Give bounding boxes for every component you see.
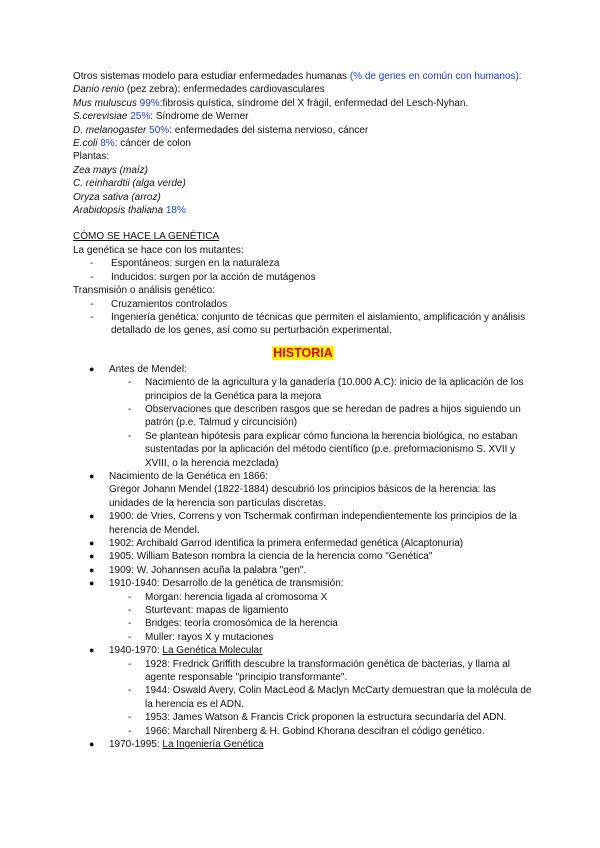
- dash-marker: -: [128, 618, 132, 630]
- historia-item-text: [109, 577, 533, 590]
- models-intro: Otros sistemas modelo para estudiar enfermedades humanas (% de genes en común con humanos):: [73, 71, 522, 82]
- dash-marker: -: [128, 430, 132, 442]
- historia-item: [73, 644, 533, 738]
- dash-marker: -: [128, 605, 132, 617]
- disease-text: : cáncer de colon: [114, 138, 191, 150]
- shared-genes-percent: 99%: [136, 97, 160, 109]
- dash-marker: -: [90, 271, 94, 283]
- como-line2: Transmisión o análisis genético:: [73, 285, 215, 297]
- historia-subitem: [109, 711, 533, 724]
- model-organism-item: [73, 124, 533, 137]
- historia-item-text: [109, 470, 533, 483]
- analysis-item: [73, 298, 533, 311]
- historia-item: [73, 537, 533, 550]
- mutant-type-item: [73, 271, 533, 284]
- item-text: 1902: Archibald Garrod identifica la primera enfermedad genética (Alcaptonuria): [109, 538, 464, 549]
- shared-genes-percent: 8%: [97, 138, 115, 150]
- historia-item-text: [109, 550, 533, 563]
- model-organism-item: [73, 110, 533, 123]
- dash-marker: -: [128, 712, 132, 724]
- historia-item: [73, 550, 533, 563]
- item-text: Espontáneos: surgen en la naturaleza: [111, 258, 280, 270]
- species-name: D. melanogaster: [73, 124, 147, 136]
- historia-subitem: [109, 617, 533, 630]
- bullet-marker: ●: [89, 538, 95, 548]
- dash-marker: -: [90, 258, 94, 270]
- shared-genes-percent: 50%: [146, 124, 170, 136]
- dash-marker: -: [128, 591, 132, 603]
- species-name: E.coli: [73, 138, 98, 150]
- historia-title-wrap: [73, 346, 533, 360]
- historia-subitem: [109, 376, 533, 403]
- historia-sublist: [109, 658, 533, 738]
- dash-marker: -: [128, 631, 132, 643]
- historia-item-text: [109, 363, 533, 376]
- como-heading: CÓMO SE HACE LA GENÉTICA: [73, 231, 220, 243]
- historia-item-text: [109, 510, 533, 537]
- item-text: Observaciones que describen rasgos que se heredan de padres a hijos siguiendo un patrón (p.e. Talmud y circuncisión): [145, 403, 521, 429]
- dash-marker: -: [128, 685, 132, 697]
- item-text: Morgan: herencia ligada al cromosoma X: [145, 591, 328, 603]
- dash-marker: -: [90, 311, 94, 323]
- species-name: Arabidopsis thaliana: [73, 205, 164, 217]
- species-name: Danio renio: [73, 84, 125, 96]
- item-text: Bridges: teoría cromosómica de la herencia: [145, 618, 338, 630]
- dash-marker: -: [128, 658, 132, 670]
- bullet-marker: ●: [89, 363, 95, 374]
- dash-marker: -: [128, 377, 132, 389]
- historia-item-text: [109, 564, 533, 577]
- historia-subitem: [109, 430, 533, 470]
- item-text: Muller: rayos X y mutaciones: [145, 631, 274, 643]
- item-text: 1909: W. Johannsen acuña la palabra "gen".: [109, 564, 307, 576]
- bullet-marker: ●: [89, 564, 95, 575]
- como-line1: La genética se hace con los mutantes:: [73, 244, 244, 256]
- species-name: Mus muluscus: [73, 97, 137, 109]
- bullet-marker: ●: [89, 645, 95, 656]
- species-name: S.cerevisiae: [73, 111, 128, 123]
- item-text: Antes de Mendel:: [109, 363, 187, 375]
- plant-item: [73, 164, 533, 177]
- historia-subitem: [109, 684, 533, 711]
- disease-text: (pez zebra): enfermedades cardiovasculares: [124, 84, 325, 96]
- plant-item: [73, 204, 533, 217]
- historia-item-text: [109, 738, 533, 751]
- historia-subitem: [109, 403, 533, 430]
- historia-subitem: [109, 725, 533, 738]
- item-text: Cruzamientos controlados: [111, 298, 228, 310]
- dash-marker: -: [128, 403, 132, 415]
- historia-item-text: [109, 644, 533, 657]
- item-text: 1905: William Bateson nombra la ciencia de la herencia como "Genética": [109, 551, 433, 563]
- item-text: Inducidos: surgen por la acción de mutágenos: [111, 271, 316, 283]
- disease-text: : Síndrome de Werner: [150, 111, 249, 123]
- historia-item: [73, 510, 533, 537]
- models-intro-note: (% de genes en común con humanos):: [349, 71, 522, 82]
- historia-sublist: [109, 591, 533, 645]
- disease-text: : enfermedades del sistema nervioso, cáncer: [169, 124, 369, 136]
- historia-sublist: [109, 376, 533, 470]
- item-underlined-text: La Genética Molecular: [162, 645, 263, 657]
- disease-text: :fibrosis quística, síndrome del X frágil, enfermedad del Lesch-Nyhan.: [159, 97, 469, 109]
- mutants-list: [73, 257, 533, 284]
- species-name: Oryza sativa (arroz): [73, 191, 161, 203]
- document-page: [73, 70, 533, 752]
- item-text: 1940-1970:: [109, 645, 163, 657]
- item-text: Nacimiento de la Genética en 1866:: [109, 470, 268, 482]
- historia-list: [73, 363, 533, 752]
- model-organism-item: [73, 97, 533, 110]
- historia-item-text: [109, 537, 533, 550]
- item-text: 1944: Oswald Avery, Colin MacLeod & Maclyn McCarty demuestran que la molécula de la herencia es el ADN.: [145, 685, 532, 710]
- item-text: Se plantean hipótesis para explicar cómo funciona la herencia biológica, no estaban sustentadas por la aplicación del método científico (p.e. preformacionismo S. XVII y XVIII, o la herencia mezclada): [145, 430, 518, 469]
- mutant-type-item: [73, 257, 533, 270]
- item-text: 1953: James Watson & Francis Crick proponen la estructura secundaría del ADN.: [145, 712, 507, 724]
- model-organism-item: [73, 83, 533, 96]
- item-underlined-text: La Ingeniería Genética: [162, 739, 264, 751]
- historia-subitem: [109, 631, 533, 644]
- analysis-item: [73, 311, 533, 338]
- historia-item: [73, 363, 533, 470]
- shared-genes-percent: 25%: [127, 111, 151, 123]
- bullet-marker: ●: [89, 511, 95, 522]
- historia-title: HISTORIA: [273, 345, 333, 360]
- historia-subitem: [109, 658, 533, 685]
- item-text: 1970-1995:: [109, 739, 163, 751]
- historia-item: [73, 470, 533, 510]
- item-text: 1910-1940: Desarrollo de la genética de transmisión:: [109, 578, 344, 590]
- item-text: 1900: de Vries, Correns y von Tschermak confirman independientemente los principios de la herencia de Mendel.: [109, 511, 517, 536]
- bullet-marker: ●: [89, 470, 95, 481]
- historia-subitem: [109, 591, 533, 604]
- plant-item: [73, 177, 533, 190]
- dash-marker: -: [90, 298, 94, 310]
- historia-item: [73, 564, 533, 577]
- analysis-list: [73, 298, 533, 338]
- item-text: 1928: Fredrick Griffith descubre la transformación genética de bacterias, y llama al agente responsable "principio transformante".: [145, 658, 510, 684]
- shared-genes-percent: 18%: [163, 205, 186, 217]
- historia-subitem: [109, 604, 533, 617]
- bullet-marker: ●: [89, 551, 95, 562]
- item-text: Nacimiento de la agricultura y la ganadería (10.000 A.C): inicio de la aplicación de los principios de la Genética para la mejora: [145, 377, 524, 402]
- plants-list: [73, 164, 533, 218]
- bullet-marker: ●: [89, 739, 95, 750]
- item-text: 1966: Marchall Nirenberg & H. Gobind Khorana descifran el código genético.: [145, 725, 485, 737]
- plants-label: Plantas:: [73, 151, 110, 163]
- model-organism-item: [73, 137, 533, 150]
- species-name: Zea mays (maíz): [73, 164, 149, 176]
- historia-item: [73, 738, 533, 751]
- item-text: Sturtevant: mapas de ligamiento: [145, 605, 289, 617]
- item-text: Ingeniería genética: conjunto de técnicas que permiten el aislamiento, amplificación y análisis detallado de los genes, así como su perturbación experimental.: [111, 311, 526, 337]
- plant-item: [73, 191, 533, 204]
- item-extra-text: Gregor Johann Mendel (1822-1884) descubrió los principios básicos de la herencia: las unidades de la herencia son partículas discretas.: [109, 484, 496, 509]
- bullet-marker: ●: [89, 578, 95, 589]
- models-list: [73, 83, 533, 150]
- historia-item: [73, 577, 533, 644]
- dash-marker: -: [128, 725, 132, 737]
- species-name: C. reinhardtii (alga verde): [73, 178, 186, 190]
